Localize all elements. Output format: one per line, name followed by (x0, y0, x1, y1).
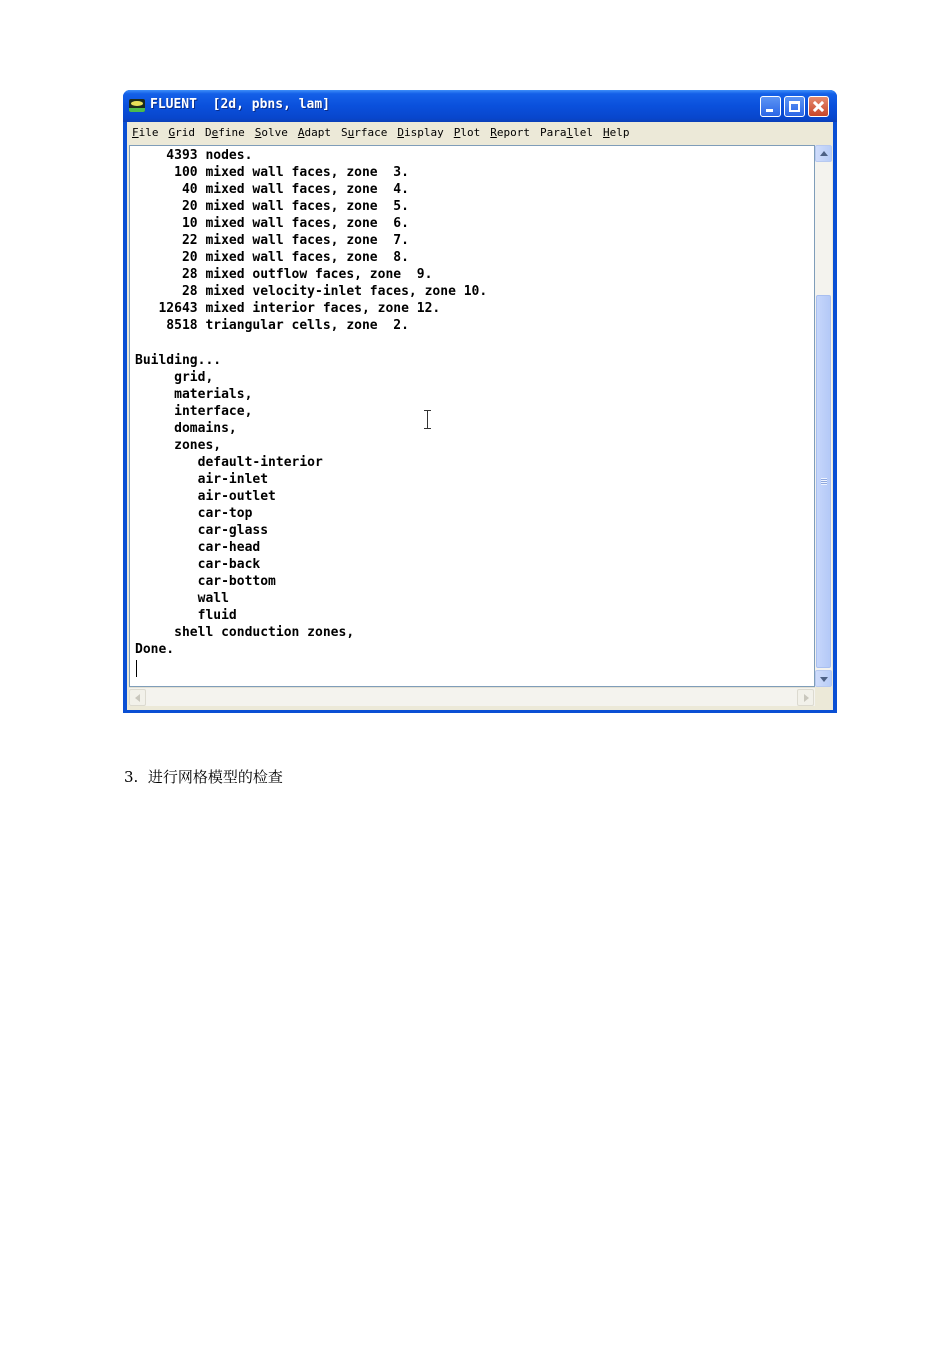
menu-item-text: fine (218, 126, 245, 139)
chevron-down-icon (820, 677, 828, 682)
console-line: 8518 triangular cells, zone 2. (135, 318, 409, 334)
menu-item[interactable] (392, 126, 448, 139)
console-line: car-bottom (135, 574, 276, 590)
console-line: air-inlet (135, 471, 269, 487)
console-line: shell conduction zones, (135, 625, 355, 641)
console-line: 4393 nodes. (135, 148, 253, 163)
client-area (127, 143, 833, 710)
console-line: car-head (135, 540, 261, 556)
menu-item-text: ile (138, 126, 159, 139)
console-line: car-back (135, 557, 261, 573)
window-title: FLUENT [2d, pbns, lam] (150, 97, 331, 112)
menu-item-text: dapt (304, 126, 331, 139)
menu-item-text: elp (609, 126, 630, 139)
menu-item-mnemonic: S (254, 126, 262, 139)
maximize-icon (789, 101, 800, 112)
console-line: interface, (135, 403, 253, 419)
console-line: 12643 mixed interior faces, zone 12. (135, 301, 441, 317)
vertical-scroll-thumb[interactable] (816, 295, 831, 668)
menu-bar (127, 122, 833, 143)
horizontal-scrollbar[interactable] (129, 687, 815, 706)
console-line: fluid (135, 608, 237, 624)
size-grip (817, 689, 832, 706)
minimize-icon (766, 109, 773, 112)
console-line: materials, (135, 386, 253, 402)
menu-item-mnemonic: u (347, 126, 355, 139)
menu-item-mnemonic: F (132, 126, 139, 139)
console-line: car-top (135, 505, 253, 521)
fluent-app-icon[interactable] (129, 99, 145, 112)
console-line: Done. (135, 642, 175, 658)
vertical-scrollbar[interactable] (815, 145, 832, 687)
minimize-button[interactable] (760, 96, 781, 117)
menu-item-mnemonic: P (453, 126, 461, 139)
menu-item-text: S (341, 126, 348, 139)
title-bar[interactable] (123, 90, 837, 122)
console-text (135, 147, 487, 658)
console-line: 20 mixed wall faces, zone 5. (135, 199, 409, 215)
menu-item-mnemonic: A (297, 126, 305, 139)
scroll-up-button[interactable] (815, 145, 832, 162)
scroll-left-button[interactable] (129, 689, 146, 706)
console-output[interactable] (129, 145, 815, 687)
console-line: 28 mixed velocity-inlet faces, zone 10. (135, 284, 488, 300)
menu-item-mnemonic: R (490, 126, 497, 139)
menu-item-text: isplay (404, 126, 444, 139)
menu-item[interactable] (293, 126, 336, 139)
console-line (135, 335, 487, 352)
console-line: 28 mixed outflow faces, zone 9. (135, 267, 433, 283)
menu-item-mnemonic: G (168, 126, 176, 139)
ibeam-cursor-icon (423, 410, 432, 429)
menu-item[interactable] (127, 126, 164, 139)
menu-item-mnemonic: H (603, 126, 610, 139)
scroll-down-button[interactable] (815, 670, 832, 687)
console-line: 40 mixed wall faces, zone 4. (135, 182, 409, 198)
console-line: car-glass (135, 523, 269, 539)
console-line: domains, (135, 420, 237, 436)
console-line: 20 mixed wall faces, zone 8. (135, 250, 409, 266)
console-line: 22 mixed wall faces, zone 7. (135, 233, 409, 249)
console-line: Building... (135, 352, 222, 368)
menu-item[interactable] (336, 126, 392, 139)
console-line: grid, (135, 369, 214, 385)
close-icon (809, 97, 828, 116)
menu-item[interactable] (250, 126, 293, 139)
scroll-right-button[interactable] (797, 689, 814, 706)
menu-item[interactable] (164, 126, 201, 139)
close-button[interactable] (808, 96, 829, 117)
menu-item-text: rid (175, 126, 195, 139)
menu-item[interactable] (598, 126, 635, 139)
menu-item-mnemonic: l (566, 126, 574, 139)
menu-item-text: olve (261, 126, 288, 139)
menu-item-text: lot (460, 126, 481, 139)
chevron-left-icon (135, 694, 140, 702)
menu-item-mnemonic: e (211, 126, 219, 139)
chevron-up-icon (820, 151, 828, 156)
section-caption: 3. 进行网格模型的检查 (124, 768, 283, 786)
menu-item[interactable] (200, 126, 250, 139)
console-line: zones, (135, 437, 222, 453)
menu-item-text: rface (354, 126, 388, 139)
chevron-right-icon (804, 694, 809, 702)
text-caret (136, 660, 137, 677)
menu-item-mnemonic: D (397, 126, 404, 139)
console-line: wall (135, 591, 229, 607)
console-line: 10 mixed wall faces, zone 6. (135, 216, 409, 232)
menu-item-text: eport (496, 126, 530, 139)
menu-item-text: lel (573, 126, 593, 139)
menu-item[interactable] (449, 126, 486, 139)
menu-item-text: Para (540, 126, 567, 139)
console-line: air-outlet (135, 488, 276, 504)
console-line: 100 mixed wall faces, zone 3. (135, 165, 409, 181)
menu-item[interactable] (535, 126, 598, 139)
fluent-window (123, 90, 837, 713)
menu-item-text: D (205, 126, 212, 139)
maximize-button[interactable] (784, 96, 805, 117)
console-line: default-interior (135, 454, 323, 470)
menu-item[interactable] (485, 126, 535, 139)
